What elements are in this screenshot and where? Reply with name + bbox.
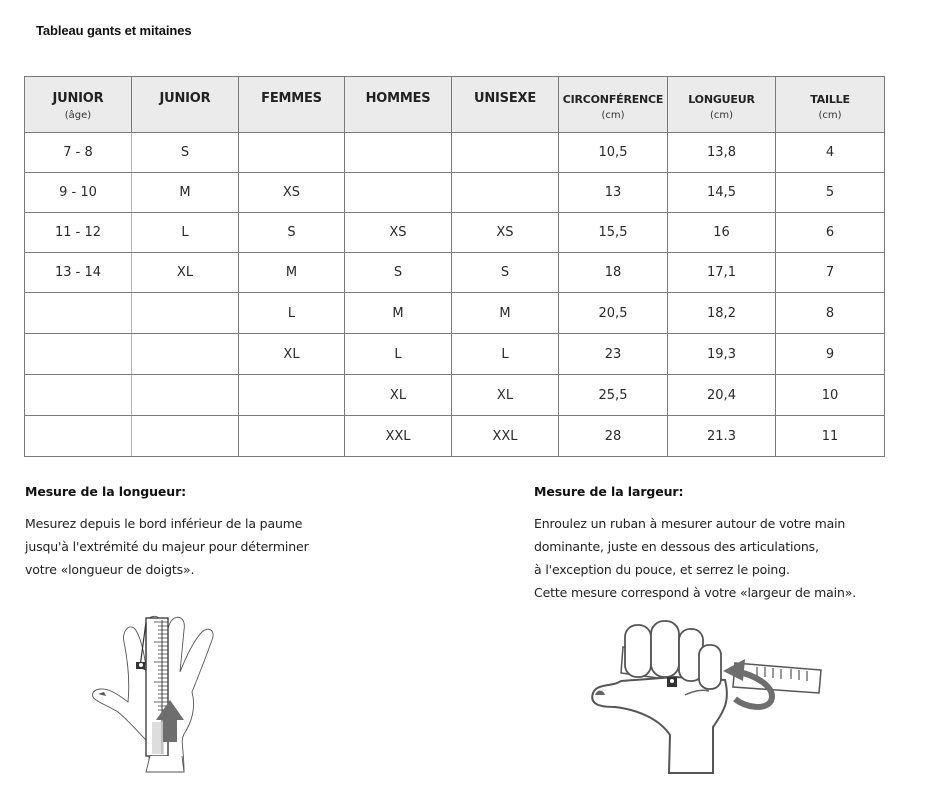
table-cell: M [345,293,452,334]
column-header-label: HOMMES [365,91,431,106]
table-cell: XL [239,334,345,375]
table-row [25,133,885,173]
column-header-label: JUNIOR [52,91,104,106]
table-cell: 16 [668,213,776,253]
column-header [25,77,132,133]
column-header-unit: (cm) [818,110,842,121]
column-header [776,77,885,133]
page-title: Tableau gants et mitaines [36,23,192,38]
length-line: Mesurez depuis le bord inférieur de la paume [25,516,303,531]
column-header-label: FEMMES [261,91,322,106]
table-row [25,213,885,253]
table-cell [345,133,452,173]
table-header-row [25,77,885,133]
table-cell: 18,2 [668,293,776,334]
table-row [25,173,885,213]
table-cell: 7 [776,253,885,293]
width-line: à l'exception du pouce, et serrez le poing. [534,562,790,577]
table-cell: 7 - 8 [25,133,132,173]
table-cell: 13 [559,173,668,213]
table-cell: S [239,213,345,253]
table-cell: 21.3 [668,416,776,457]
table-cell: L [132,213,239,253]
table-cell [452,133,559,173]
table-cell: S [345,253,452,293]
column-header [345,77,452,133]
table-cell: L [452,334,559,375]
table-cell: 10,5 [559,133,668,173]
table-cell: 6 [776,213,885,253]
table-cell [239,133,345,173]
column-header [452,77,559,133]
table-cell: L [239,293,345,334]
table-row [25,416,885,457]
table-cell [452,173,559,213]
column-header [668,77,776,133]
table-cell: XS [239,173,345,213]
table-cell [345,173,452,213]
table-cell: S [452,253,559,293]
table-cell: XXL [345,416,452,457]
width-heading: Mesure de la largeur: [534,484,684,499]
table-cell: S [132,133,239,173]
column-header-unit: (cm) [709,110,734,121]
table-cell: 25,5 [559,375,668,416]
table-cell: 9 - 10 [25,173,132,213]
table-cell [25,334,132,375]
fist-width-tape-illustration [585,615,830,780]
table-cell: 20,5 [559,293,668,334]
table-cell: XS [452,213,559,253]
length-line: jusqu'à l'extrémité du majeur pour déterminer [25,539,309,554]
table-row [25,375,885,416]
table-cell: 4 [776,133,885,173]
table-cell: L [345,334,452,375]
table-cell: 14,5 [668,173,776,213]
table-row [25,253,885,293]
table-cell: M [132,173,239,213]
table-body [25,133,885,457]
table-cell [132,375,239,416]
width-line: dominante, juste en dessous des articulations, [534,539,819,554]
table-cell: 5 [776,173,885,213]
table-cell [132,416,239,457]
table-cell: 9 [776,334,885,375]
column-header-label: TAILLE [810,93,850,106]
table-row [25,334,885,375]
length-measure-section [25,484,355,581]
table-cell: XL [132,253,239,293]
table-cell: XL [345,375,452,416]
table-cell: 11 [776,416,885,457]
column-header-label: CIRCONFÉRENCE [562,93,664,106]
table-cell: 13,8 [668,133,776,173]
table-cell: 11 - 12 [25,213,132,253]
table-cell [25,293,132,334]
table-row [25,293,885,334]
hand-length-ruler-illustration [88,612,248,782]
table-cell: 20,4 [668,375,776,416]
length-heading: Mesure de la longueur: [25,484,187,499]
table-cell: 17,1 [668,253,776,293]
width-line: Cette mesure correspond à votre «largeur de main». [534,585,857,600]
width-measure-section [534,484,894,604]
column-header-label: JUNIOR [159,91,211,106]
size-table [24,76,885,457]
width-instructions [534,512,894,604]
column-header-unit: (cm) [601,110,625,121]
table-cell: 18 [559,253,668,293]
column-header [559,77,668,133]
table-cell: 13 - 14 [25,253,132,293]
table-cell [239,416,345,457]
table-cell [132,334,239,375]
table-cell: 8 [776,293,885,334]
table-cell: M [452,293,559,334]
width-line: Enroulez un ruban à mesurer autour de votre main [534,516,846,531]
column-header-label: LONGUEUR [688,93,755,106]
fist-tape-icon [585,615,830,780]
table-cell: XS [345,213,452,253]
column-header [239,77,345,133]
column-header-label: UNISEXE [473,91,537,106]
table-cell: 28 [559,416,668,457]
open-hand-icon [88,612,248,782]
table-cell [25,416,132,457]
table-cell: M [239,253,345,293]
column-header-unit: (âge) [64,110,92,121]
table-cell: 19,3 [668,334,776,375]
table-cell: XXL [452,416,559,457]
column-header [132,77,239,133]
table-cell: 15,5 [559,213,668,253]
table-cell: XL [452,375,559,416]
table-cell: 23 [559,334,668,375]
length-line: votre «longueur de doigts». [25,562,195,577]
table-cell [239,375,345,416]
table-cell [25,375,132,416]
table-cell: 10 [776,375,885,416]
length-instructions [25,512,355,581]
table-cell [132,293,239,334]
